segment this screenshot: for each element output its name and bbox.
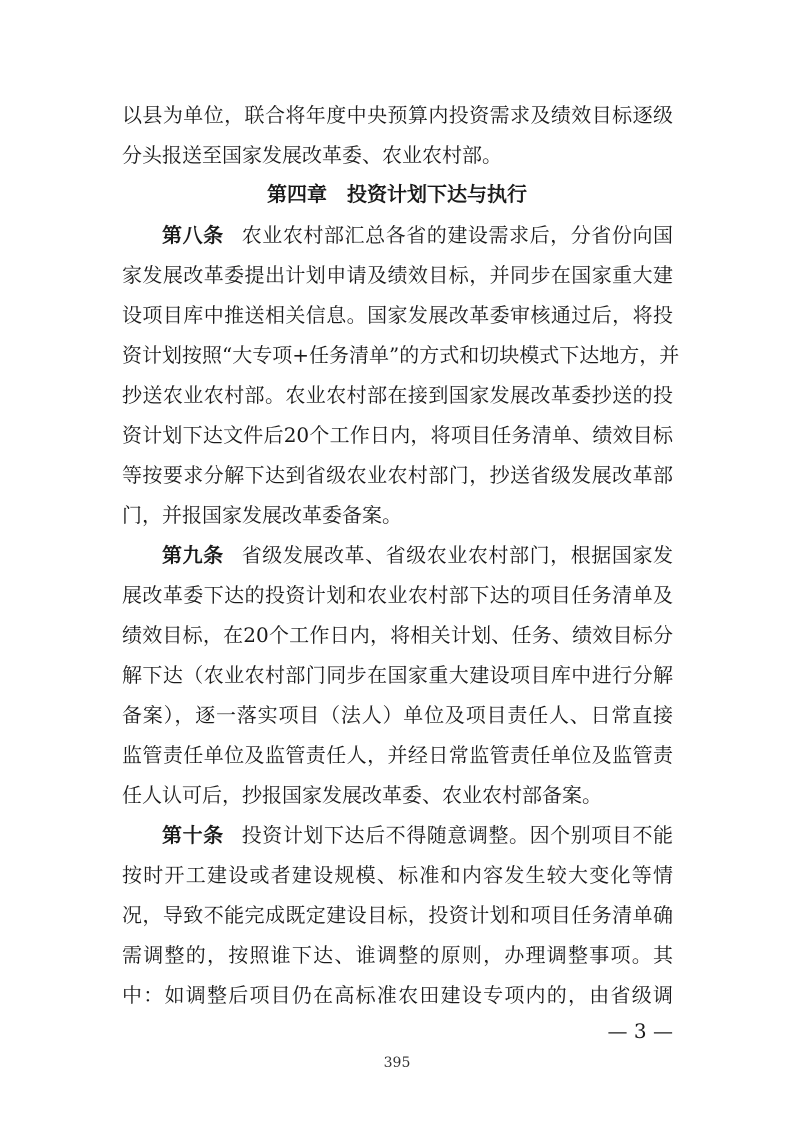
article-10-line: 况，导致不能完成既定建设目标，投资计划和项目任务清单确	[122, 903, 673, 927]
article-9-line: 监管责任单位及监管责任人，并经日常监管责任单位及监管责	[122, 743, 673, 767]
article-9-line: 绩效目标，在20个工作日内，将相关计划、任务、绩效目标分	[122, 623, 673, 647]
article-8-line: 资计划下达文件后20个工作日内，将项目任务清单、绩效目标	[122, 423, 673, 447]
article-9-first-line: 第九条 省级发展改革、省级农业农村部门，根据国家发	[162, 543, 674, 567]
article-9-line: 展改革委下达的投资计划和农业农村部下达的项目任务清单及	[122, 583, 673, 607]
article-8-label: 第八条	[162, 223, 224, 247]
intro-line-2: 分头报送至国家发展改革委、农业农村部。	[122, 143, 502, 167]
page-number: — 3 —	[607, 1019, 673, 1043]
article-8-line: 资计划按照“大专项+任务清单”的方式和切块模式下达地方，并	[122, 343, 680, 367]
article-9-label: 第九条	[162, 543, 224, 567]
article-10-line: 中：如调整后项目仍在高标准农田建设专项内的，由省级调	[122, 983, 673, 1007]
article-9-line: 任人认可后，抄报国家发展改革委、农业农村部备案。	[122, 783, 602, 807]
article-8-line: 门，并报国家发展改革委备案。	[122, 503, 402, 527]
footer-number: 395	[383, 1055, 411, 1071]
article-10-label: 第十条	[162, 823, 224, 847]
intro-line-1: 以县为单位，联合将年度中央预算内投资需求及绩效目标逐级	[122, 103, 673, 127]
article-9-line: 解下达（农业农村部门同步在国家重大建设项目库中进行分解	[122, 663, 673, 687]
article-8-line: 设项目库中推送相关信息。国家发展改革委审核通过后，将投	[122, 303, 673, 327]
chapter-title: 第四章 投资计划下达与执行	[267, 182, 527, 206]
article-8-first-line: 第八条 农业农村部汇总各省的建设需求后，分省份向国	[162, 223, 674, 247]
article-8-line: 等按要求分解下达到省级农业农村部门，抄送省级发展改革部	[122, 463, 673, 487]
article-10-first-line: 第十条 投资计划下达后不得随意调整。因个别项目不能	[162, 823, 674, 847]
article-10-line: 需调整的，按照谁下达、谁调整的原则，办理调整事项。其	[122, 943, 673, 967]
article-9-line: 备案），逐一落实项目（法人）单位及项目责任人、日常直接	[122, 703, 673, 727]
article-10-line: 按时开工建设或者建设规模、标准和内容发生较大变化等情	[122, 863, 673, 887]
article-8-line: 家发展改革委提出计划申请及绩效目标，并同步在国家重大建	[122, 263, 673, 287]
article-8-line: 抄送农业农村部。农业农村部在接到国家发展改革委抄送的投	[122, 383, 673, 407]
